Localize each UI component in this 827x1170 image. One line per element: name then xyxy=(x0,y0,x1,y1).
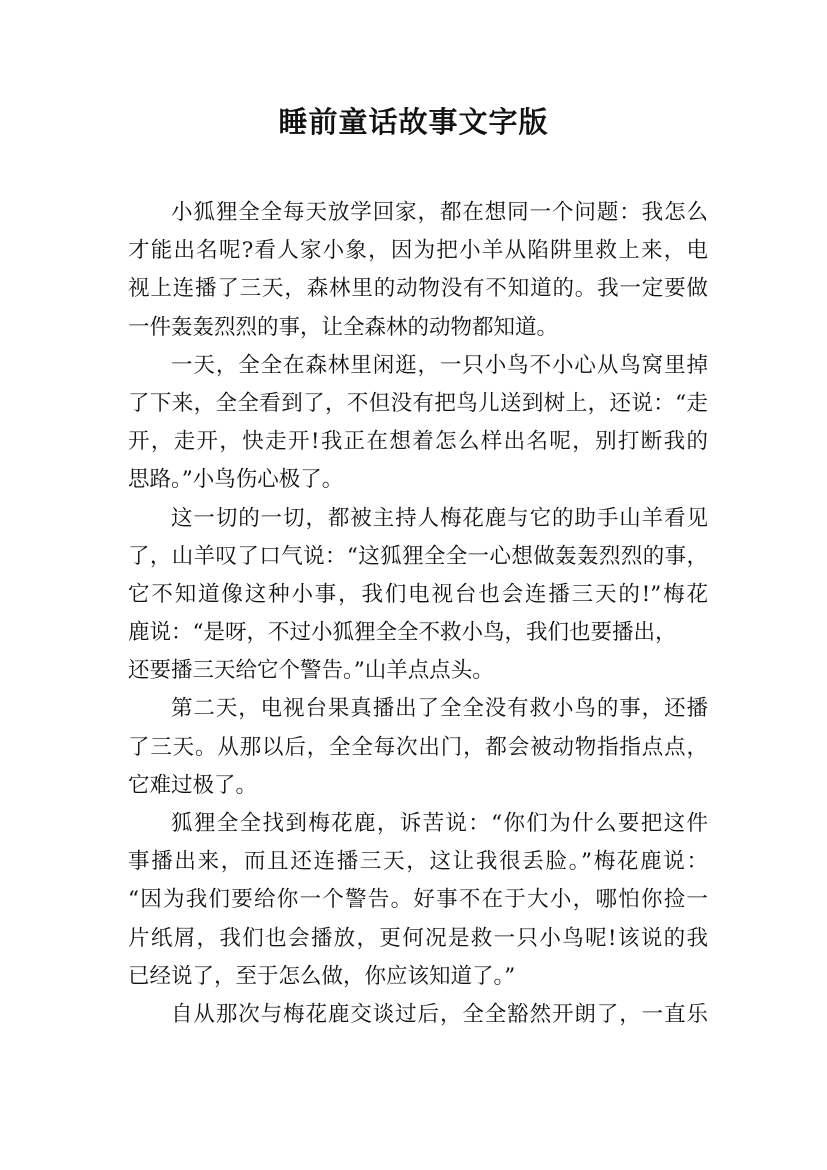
text-line: 片纸屑，我们也会播放，更何况是救一只小鸟呢!该说的我 xyxy=(128,925,708,951)
text-line: 了，山羊叹了口气说：“这狐狸全全一心想做轰轰烈烈的事， xyxy=(128,543,708,569)
text-line: 狐狸全全找到梅花鹿，诉苦说：“你们为什么要把这件 xyxy=(171,811,708,836)
text-line: 自从那次与梅花鹿交谈过后，全全豁然开朗了，一直乐 xyxy=(171,1001,708,1027)
text-line: 一件轰轰烈烈的事，让全森林的动物都知道。 xyxy=(128,314,559,340)
story-body xyxy=(128,194,708,1034)
text-line: 才能出名呢?看人家小象，因为把小羊从陷阱里救上来，电 xyxy=(128,238,708,264)
text-line: 思路。”小鸟伤心极了。 xyxy=(128,467,344,493)
text-line: “因为我们要给你一个警告。好事不在于大小，哪怕你捡一 xyxy=(128,887,708,913)
text-line: 第二天，电视台果真播出了全全没有救小鸟的事，还播 xyxy=(171,696,708,722)
text-line: 它不知道像这种小事，我们电视台也会连播三天的!”梅花 xyxy=(128,581,708,607)
text-line: 小狐狸全全每天放学回家，都在想同一个问题：我怎么 xyxy=(171,200,708,225)
text-line: 开，走开，快走开!我正在想着怎么样出名呢，别打断我的 xyxy=(128,429,708,455)
text-line: 这一切的一切，都被主持人梅花鹿与它的助手山羊看见 xyxy=(171,505,708,531)
text-line: 了下来，全全看到了，不但没有把鸟儿送到树上，还说：“走 xyxy=(128,390,708,416)
text-line: 鹿说：“是呀，不过小狐狸全全不救小鸟，我们也要播出， xyxy=(128,620,677,646)
text-line: 事播出来，而且还连播三天，这让我很丢脸。”梅花鹿说： xyxy=(128,849,708,875)
text-line: 它难过极了。 xyxy=(128,772,258,798)
text-line: 视上连播了三天，森林里的动物没有不知道的。我一定要做 xyxy=(128,276,708,302)
text-line: 一天，全全在森林里闲逛，一只小鸟不小心从鸟窝里掉 xyxy=(171,352,708,378)
text-line: 还要播三天给它个警告。”山羊点点头。 xyxy=(128,658,494,684)
document-title: 睡前童话故事文字版 xyxy=(278,105,549,139)
text-line: 已经说了，至于怎么做，你应该知道了。” xyxy=(128,963,516,989)
text-line: 了三天。从那以后，全全每次出门，都会被动物指指点点， xyxy=(128,734,708,760)
